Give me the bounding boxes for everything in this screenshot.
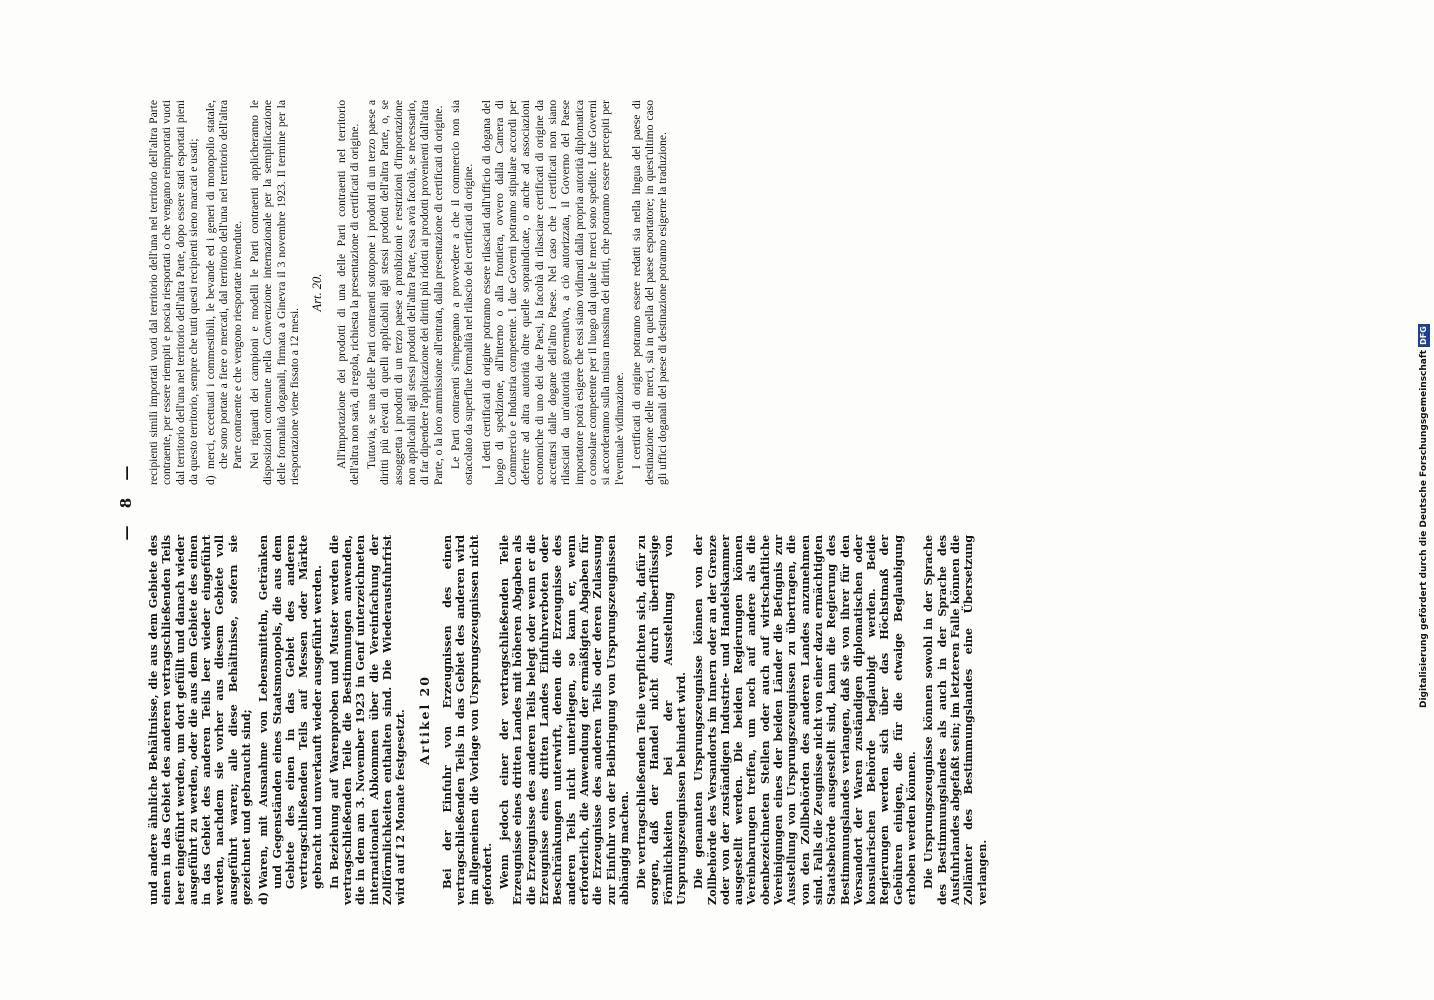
german-item-d-text: Waren, mit Ausnahme von Lebensmitteln, Getränken und Gegenständen eines Staatsmonopols, die aus dem Gebiete des einen in das Gebiet des anderen vertragschließenden Teils auf Messen oder Märkte gebracht und unverkauft wieder ausgeführt werden. — [256, 535, 324, 889]
german-paragraph-containers: und andere ähnliche Behältnisse, die aus dem Gebiete des einen in das Gebiet des anderen vertragschließenden Teils leer eingeführt werden, um dort gefüllt und danach wieder ausgeführt zu werden, oder die aus dem Gebiete des einen in das Gebiet des anderen Teils leer wieder eingeführt werden, nachdem sie vorher aus diesem Gebiete voll ausgeführt waren; alle diese Behältnisse, sofern sie gezeichnet und gebraucht sind; — [146, 535, 254, 905]
german-item-d — [257, 535, 323, 905]
page-number: — 8 — — [117, 459, 135, 541]
italian-paragraph-art20-2: Tuttavia, se una delle Parti contraenti sottopone i prodotti di un terzo paese a diritti più elevati di quelli applicabili agli stessi prodotti dell'altra Parte, o, se assoggetta i prodotti di un terzo paese a proibizioni e restrizioni d'importazione non applicabili agli stessi prodotti dell'altra Parte, essa avrà facoltà, se necessario, di far dipendere l'applicazione dei diritti più ridotti ai prodotti provenienti dall'altra Parte, o la loro ammissione all'entrata, dalla presentazione di certificati di origine. — [365, 100, 445, 485]
dfg-logo: DFG — [1419, 326, 1428, 345]
italian-paragraph-art20-5: I certificati di origine potranno essere redatti sia nella lingua del paese di destinazione delle merci, sia in quella del paese esportatore; in quest'ultimo caso gli uffici doganali del paese di destinazione potranno esigerne la traduzione. — [629, 100, 670, 485]
digitization-credit-text: Digitalisierung gefördert durch die Deutsche Forschungsgemeinschaft — [1419, 349, 1429, 708]
italian-paragraph-samples: Nei riguardi dei campioni e modelli le Parti contraenti applicheranno le disposizioni contenute nella Convenzione internazionale per la semplificazione delle formalità doganali, firmata a Ginevra il 3 novembre 1923. Il termine per la riesportazione viene fissato a 12 mesi. — [248, 100, 301, 485]
italian-paragraph-art20-1: All'importazione dei prodotti di una delle Parti contraenti nel territorio dell'altra non sarà, di regola, richiesta la presentazione di certificati di origine. — [334, 100, 361, 485]
german-item-d-label: d) — [256, 892, 271, 905]
italian-paragraph-containers: recipienti simili importati vuoti dal territorio dell'una nel territorio dell'altra Parte contraente, per essere riempiti e poscia riesportati o che vengano reimportati vuoti dal territorio dell'una nel territorio dell'altra Parte, dopo essere stati esportati pieni da questo territorio, sempre che tutti questi recipienti sieno marcati e usati; — [147, 100, 200, 485]
german-paragraph-art20-2: Wenn jedoch einer der vertragschließenden Teile Erzeugnisse eines dritten Landes mit höheren Abgaben als die Erzeugnisse des anderen Teils belegt oder wenn er die Erzeugnisse eines dritten Landes Einfuhrverboten oder Beschränkungen unterwirft, denen die Erzeugnisse des anderen Teils nicht unterliegen, so kann er, wenn erforderlich, die Anwendung der ermäßigten Abgaben für die Erzeugnisse des anderen Teils oder deren Zulassung zur Einfuhr von der Beibringung von Ursprungszeugnissen abhängig machen. — [497, 535, 631, 905]
italian-paragraph-art20-4: I detti certificati di origine potranno essere rilasciati dall'ufficio di dogana del luogo di spedizione, all'interno o alla frontiera, ovvero dalla Camera di Commercio e Industria competente. I due Governi potranno stipulare accordi per deferire ad altra autorità oltre quelle sopraindicate, o anche ad associazioni economiche di uno dei due Paesi, la facoltà di rilasciare certificati di origine da accettarsi dalle dogane dell'altro Paese. Nel caso che i certificati non siano rilasciati da un'autorità governativa, a ciò autorizzata, il Governo del Paese importatore potrà esigere che essi siano vidimati dalla propria autorità diplomatica o consolare competente per il luogo dal quale le merci sono spedite. I due Governi si accorderanno sulla misura massima dei diritti, che potranno essere percepiti per l'eventuale vidimazione. — [479, 100, 626, 485]
italian-paragraph-art20-3: Le Parti contraenti s'impegnano a provvedere a che il commercio non sia ostacolato da superflue formalità nel rilascio dei certificati di origine. — [448, 100, 476, 485]
italian-item-d-text: merci, eccettuati i commestibili, le bevande ed i generi di monopolio statale, che sono portate a fiere o mercati, dal territorio dell'una nel territorio dell'altra Parte contraente e che vengono riesportate invendute. — [204, 100, 244, 469]
digitization-credit — [1418, 8, 1430, 708]
german-paragraph-art20-4: Die genannten Ursprungszeugnisse können von der Zollbehörde des Versandorts im Innern oder an der Grenze oder von der zuständigen Industrie- und Handelskammer ausgestellt werden. Die beiden Regierungen können Vereinbarungen treffen, um noch auf andere als die obenbezeichneten Stellen oder auch auf wirtschaftliche Vereinigungen eines der beiden Länder die Befugnis zur Ausstellung von Ursprungszeugnissen zu übertragen, die von den Zollbehörden des anderen Landes anzunehmen sind. Falls die Zeugnisse nicht von einer dazu ermächtigten Staatsbehörde ausgestellt sind, kann die Regierung des Bestimmungslandes verlangen, daß sie von ihrer für den Versandort der Waren zuständigen diplomatischen oder konsularischen Behörde beglaubigt werden. Beide Regierungen werden sich über das Höchstmaß der Gebühren einigen, die für die etwaige Beglaubigung erhoben werden können. — [691, 535, 919, 905]
italian-item-d — [204, 100, 244, 485]
german-paragraph-samples: In Beziehung auf Warenproben und Muster werden die vertragschließenden Teile die Bestimmungen anwenden, die in dem am 3. November 1923 in Genf unterzeichneten internationalen Abkommen über die Vereinfachung der Zollförmlichkeiten enthalten sind. Die Wiederausfuhrfrist wird auf 12 Monate festgesetzt. — [326, 535, 408, 905]
german-paragraph-art20-5: Die Ursprungszeugnisse können sowohl in der Sprache des Bestimmungslandes als auch in der Sprache des Ausfuhrlandes abgefaßt sein; im letzteren Falle können die Zollämter des Bestimmungslandes eine Übersetzung verlangen. — [921, 535, 989, 905]
german-paragraph-art20-1: Bei der Einfuhr von Erzeugnissen des einen vertragschließenden Teils in das Gebiet des anderen wird im allgemeinen die Vorlage von Ursprungszeugnissen nicht gefordert. — [439, 535, 494, 905]
italian-item-d-label: d) — [204, 475, 218, 485]
german-paragraph-art20-3: Die vertragschließenden Teile verpflichten sich, dafür zu sorgen, daß der Handel nicht durch überflüssige Förmlichkeiten bei der Ausstellung von Ursprungszeugnissen behindert wird. — [634, 535, 688, 905]
italian-article-heading: Art. 20. — [310, 273, 325, 312]
rotated-document-page — [117, 0, 1434, 1000]
german-article-heading: Artikel 20 — [416, 675, 432, 765]
